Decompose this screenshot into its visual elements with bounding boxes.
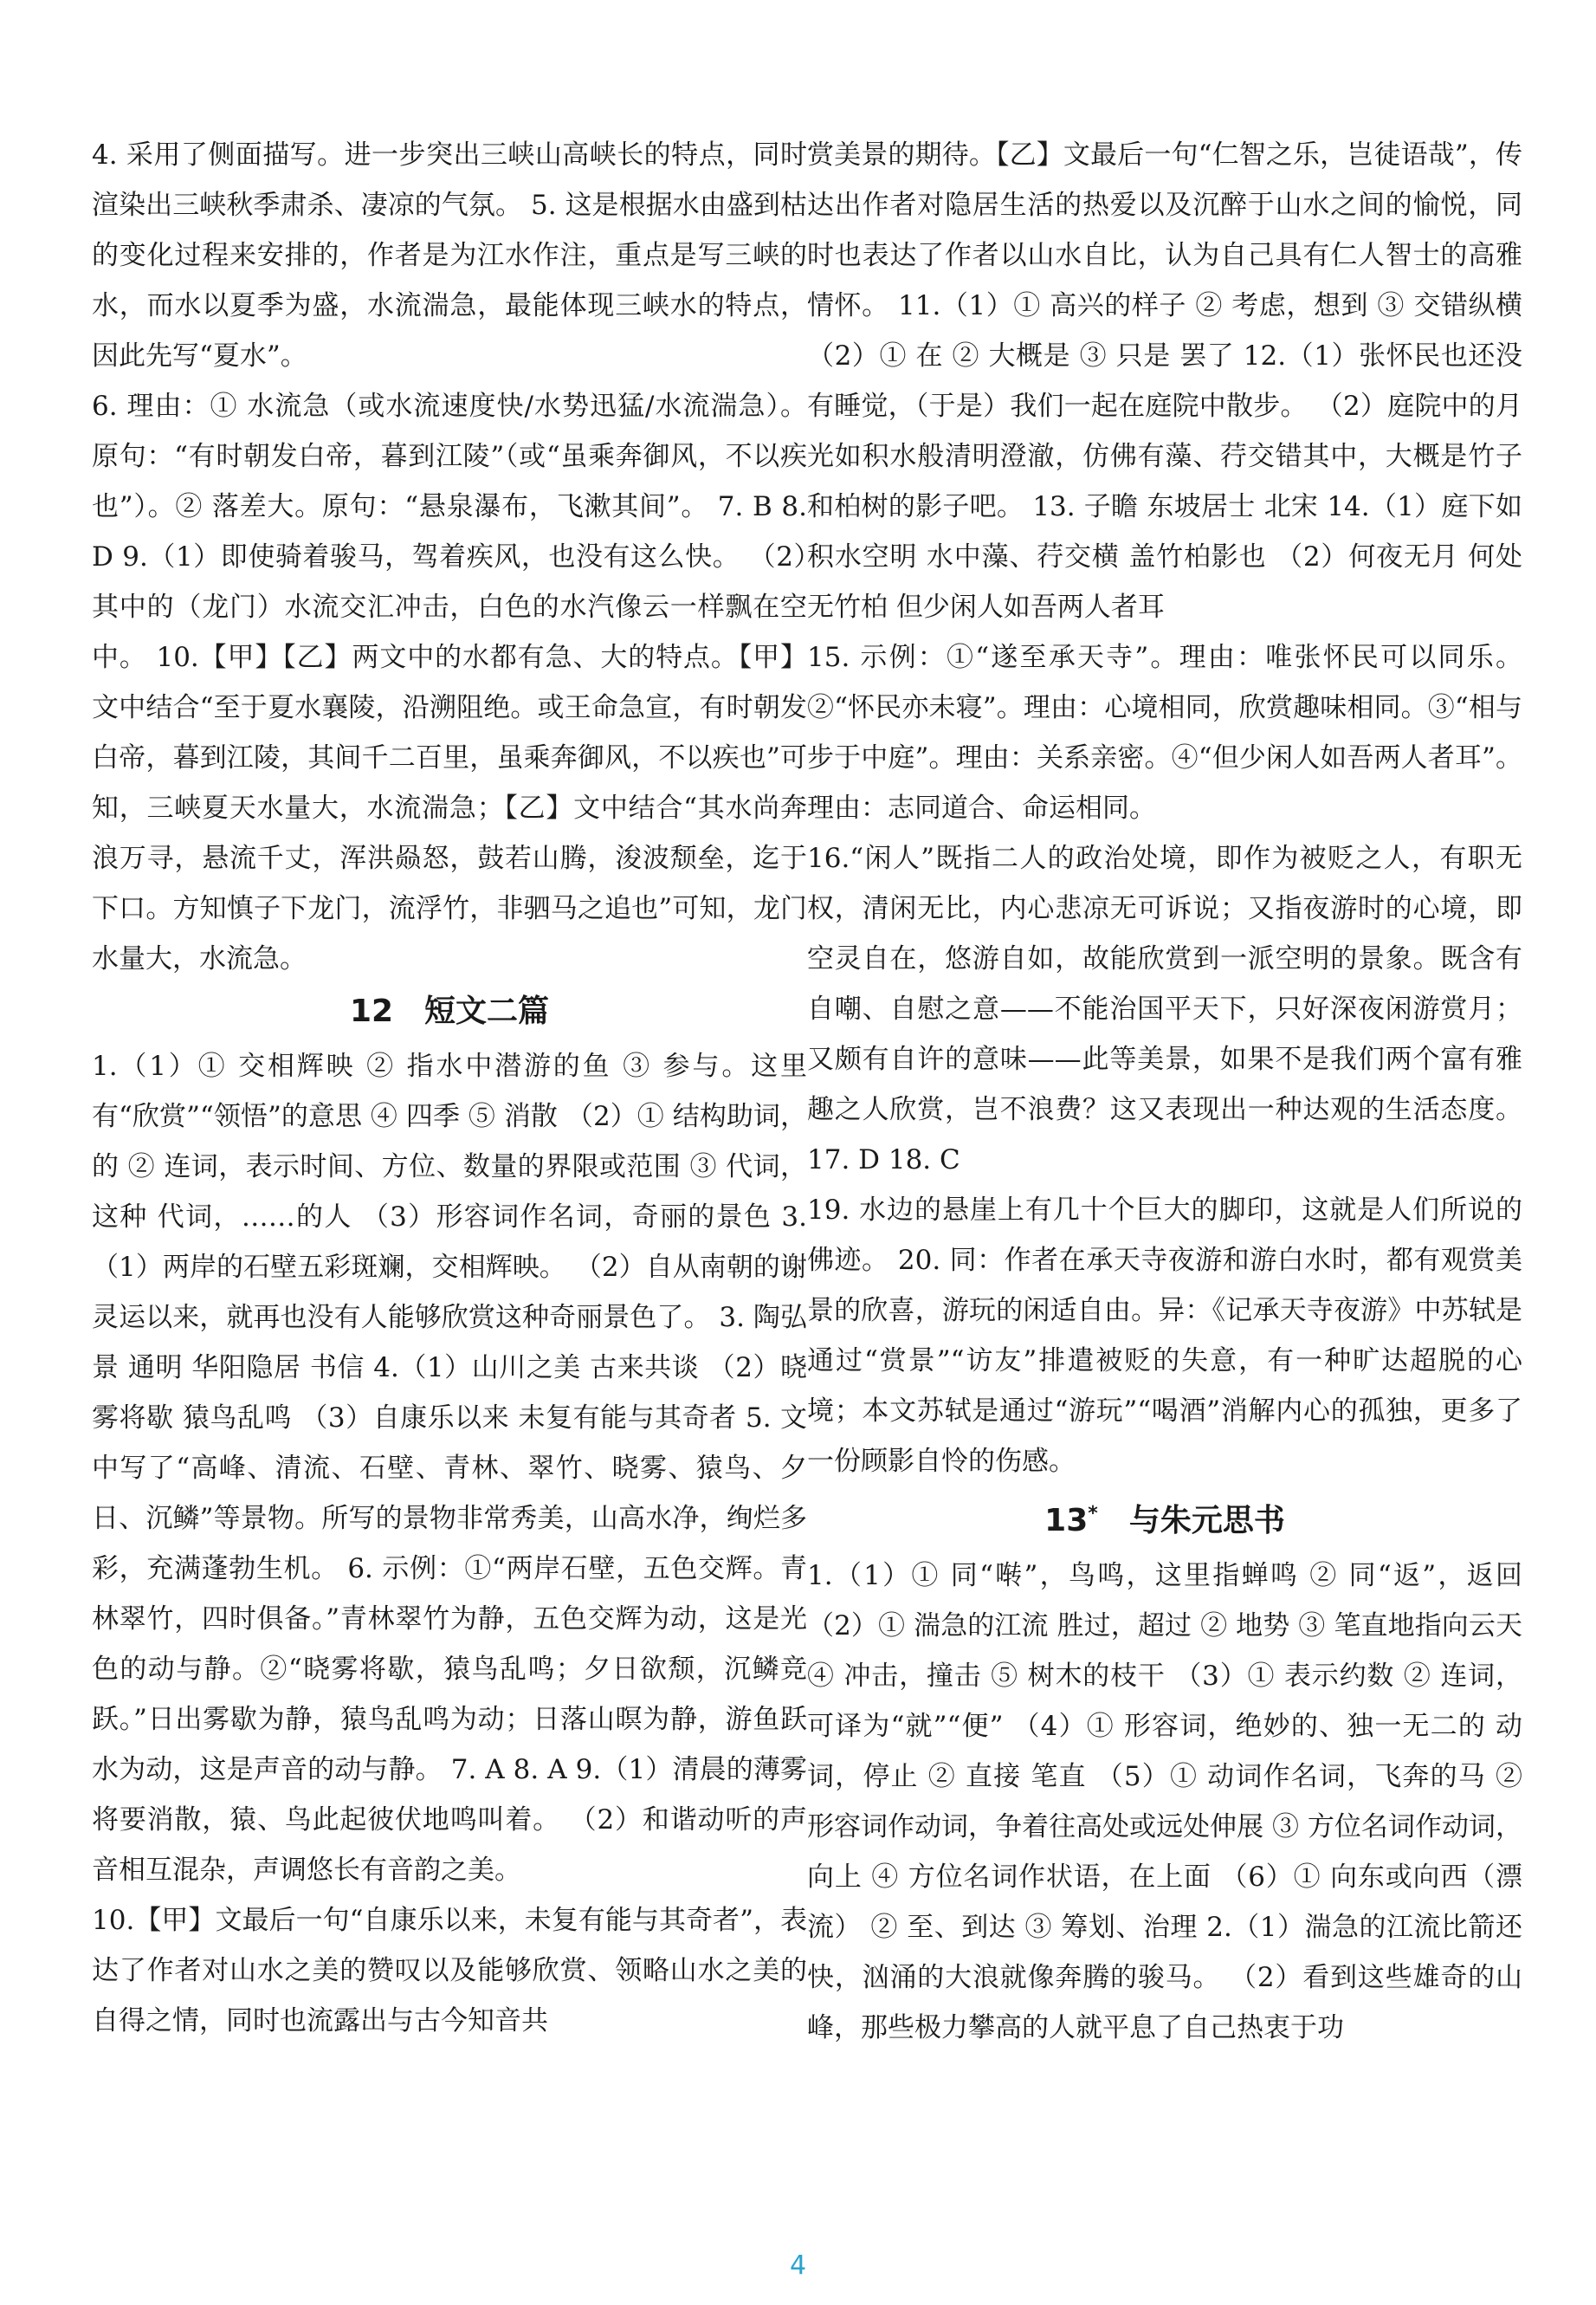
section-title: 12 短文二篇 [349,994,550,1029]
section-name: 与朱元思书 [1128,1503,1285,1538]
extended-reading-mark: * [1088,1503,1098,1525]
right-column [807,130,1522,2053]
answer-paragraph: 16.“闲人”既指二人的政治处境，即作为被贬之人，有职无权，清闲无比，内心悲凉无可诉说；又指夜游时的心境，即空灵自在，悠游自如，故能欣赏到一派空明的景象。既含有自嘲、自慰之意——不能治国平天下，只好深夜闲游赏月；又颇有自许的意味——此等美景，如果不是我们两个富有雅趣之人欣赏，岂不浪费？这又表现出一种达观的生活态度。 17. D 18. C [807,843,1522,1175]
section-number: 13 [1044,1503,1089,1538]
page-number: 4 [789,2250,807,2281]
answer-paragraph: 赏美景的期待。【乙】文最后一句“仁智之乐，岂徒语哉”，传达出作者对隐居生活的热爱以及沉醉于山水之间的愉悦，同时也表达了作者以山水自比，认为自己具有仁人智士的高雅情怀。 11.（1）① 高兴的样子 ② 考虑，想到 ③ 交错纵横 （2）① 在 ② 大概是 ③ 只是 罢了 12.（1）张怀民也还没有睡觉，（于是）我们一起在庭院中散步。 （2）庭院中的月光如积水般清明澄澈，仿佛有藻、荇交错其中，大概是竹子和柏树的影子吧。 13. 子瞻 东坡居士 北宋 14.（1）庭下如积水空明 水中藻、荇交横 盖竹柏影也 （2）何夜无月 何处无竹柏 但少闲人如吾两人者耳 [807,139,1522,623]
answer-paragraph: 6. 理由：① 水流急（或水流速度快/水势迅猛/水流湍急）。原句：“有时朝发白帝，暮到江陵”（或“虽乘奔御风，不以疾也”）。② 落差大。原句：“悬泉瀑布，飞漱其间”。 7. B 8. D 9.（1）即使骑着骏马，驾着疾风，也没有这么快。 （2）其中的（龙门）水流交汇冲击，白色的水汽像云一样飘在空中。 10.【甲】【乙】两文中的水都有急、大的特点。【甲】文中结合“至于夏水襄陵，沿溯阻绝。或王命急宣，有时朝发白帝，暮到江陵，其间千二百里，虽乘奔御风，不以疾也”可知，三峡夏天水量大，水流湍急；【乙】文中结合“其水尚奔浪万寻，悬流千丈，浑洪赑怒，鼓若山腾，浚波颓垒，迄于下口。方知慎子下龙门，流浮竹，非驷马之追也”可知，龙门水量大，水流急。 [92,391,807,974]
section-title [807,1490,1522,1545]
left-column [92,130,807,2046]
answer-paragraph: 19. 水边的悬崖上有几十个巨大的脚印，这就是人们所说的佛迹。 20. 同：作者在承天寺夜游和游白水时，都有观赏美景的欣喜，游玩的闲适自由。异：《记承天寺夜游》中苏轼是通过“赏景”“访友”排遣被贬的失意，有一种旷达超脱的心境；本文苏轼是通过“游玩”“喝酒”消解内心的孤独，更多了一份顾影自怜的伤感。 [807,1195,1522,1477]
answer-paragraph: 4. 采用了侧面描写。进一步突出三峡山高峡长的特点，同时渲染出三峡秋季肃杀、凄凉的气氛。 5. 这是根据水由盛到枯的变化过程来安排的，作者是为江水作注，重点是写三峡的水，而水以夏季为盛，水流湍急，最能体现三峡水的特点，因此先写“夏水”。 [92,139,807,372]
answer-paragraph: 15. 示例：①“遂至承天寺”。理由：唯张怀民可以同乐。②“怀民亦未寝”。理由：心境相同，欣赏趣味相同。③“相与步于中庭”。理由：关系亲密。④“但少闲人如吾两人者耳”。理由：志同道合、命运相同。 [807,642,1522,824]
answer-paragraph: 10.【甲】文最后一句“自康乐以来，未复有能与其奇者”，表达了作者对山水之美的赞叹以及能够欣赏、领略山水之美的自得之情，同时也流露出与古今知音共 [92,1905,807,2036]
answer-paragraph: 1.（1）① 交相辉映 ② 指水中潜游的鱼 ③ 参与。这里有“欣赏”“领悟”的意思 ④ 四季 ⑤ 消散 （2）① 结构助词，的 ② 连词，表示时间、方位、数量的界限或范围 ③ 代词，这种 代词，……的人 （3）形容词作名词，奇丽的景色 3.（1）两岸的石壁五彩斑斓，交相辉映。 （2）自从南朝的谢灵运以来，就再也没有人能够欣赏这种奇丽景色了。 3. 陶弘景 通明 华阳隐居 书信 4.（1）山川之美 古来共谈 （2）晓雾将歇 猿鸟乱鸣 （3）自康乐以来 未复有能与其奇者 5. 文中写了“高峰、清流、石壁、青林、翠竹、晓雾、猿鸟、夕日、沉鳞”等景物。所写的景物非常秀美，山高水净，绚烂多彩，充满蓬勃生机。 6. 示例：①“两岸石壁，五色交辉。青林翠竹，四时俱备。”青林翠竹为静，五色交辉为动，这是光色的动与静。②“晓雾将歇，猿鸟乱鸣；夕日欲颓，沉鳞竞跃。”日出雾歇为静，猿鸟乱鸣为动；日落山暝为静，游鱼跃水为动，这是声音的动与静。 7. A 8. A 9.（1）清晨的薄雾将要消散，猿、鸟此起彼伏地鸣叫着。 （2）和谐动听的声音相互混杂，声调悠长有音韵之美。 [92,1051,807,1886]
answer-paragraph: 1.（1）① 同“啭”，鸟鸣，这里指蝉鸣 ② 同“返”，返回 （2）① 湍急的江流 胜过，超过 ② 地势 ③ 笔直地指向云天 ④ 冲击，撞击 ⑤ 树木的枝干 （3）① 表示约数 ② 连词，可译为“就”“便” （4）① 形容词，绝妙的、独一无二的 动词，停止 ② 直接 笔直 （5）① 动词作名词，飞奔的马 ② 形容词作动词，争着往高处或远处伸展 ③ 方位名词作动词，向上 ④ 方位名词作状语，在上面 （6）① 向东或向西（漂流） ② 至、到达 ③ 筹划、治理 2.（1）湍急的江流比箭还快，汹涌的大浪就像奔腾的骏马。 （2）看到这些雄奇的山峰，那些极力攀高的人就平息了自己热衷于功 [807,1560,1522,2043]
